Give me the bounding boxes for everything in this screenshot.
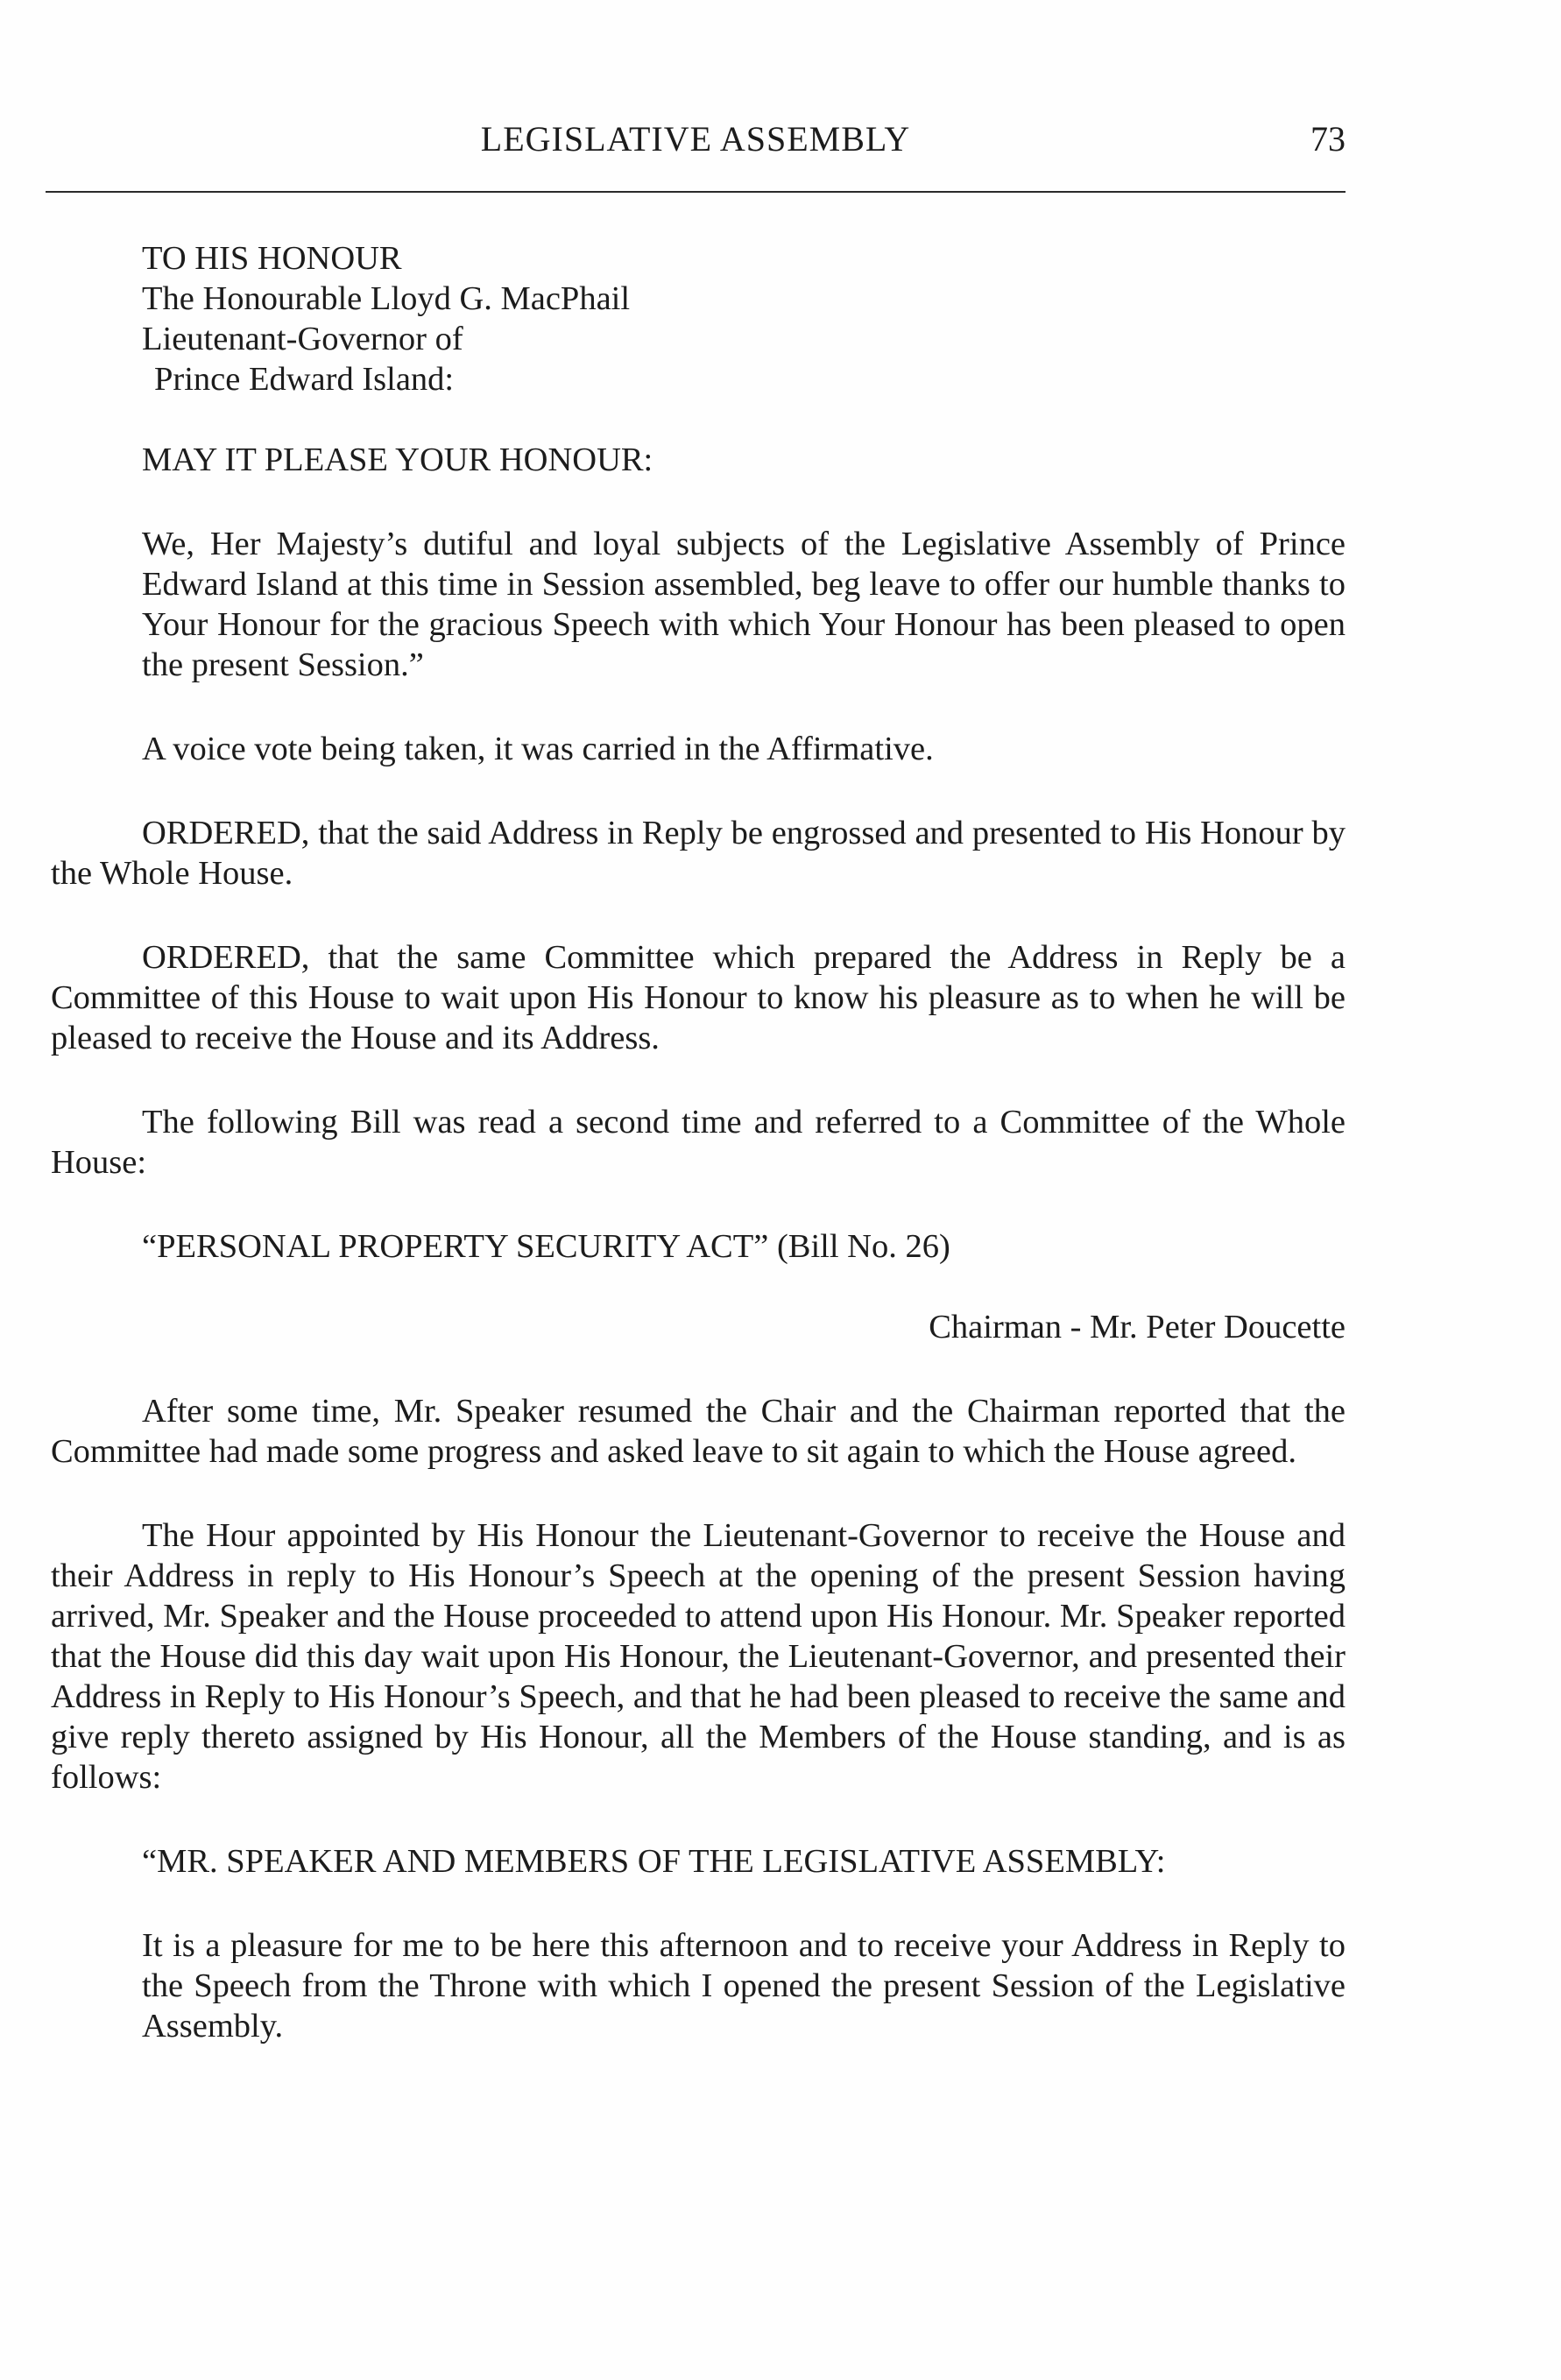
chairman-line: Chairman - Mr. Peter Doucette — [929, 1309, 1346, 1345]
running-head: LEGISLATIVE ASSEMBLY — [480, 119, 911, 159]
address-paragraph: We, Her Majesty’s dutiful and loyal subjects of the Legislative Assembly of Prince Edward Island at this time in Session assembled, beg leave to offer our humble thanks to Your Honour for the gracious Speech with which Your Honour has been pleased to open the present Session.” — [142, 526, 1346, 683]
progress-paragraph: After some time, Mr. Speaker resumed the Chair and the Chairman reported that the Committee had made some progress and asked leave to sit again to which the House agreed. — [51, 1393, 1346, 1470]
body-text — [51, 238, 1346, 2046]
ordered-paragraph: ORDERED, that the said Address in Reply be engrossed and presented to His Honour by the Whole House. — [51, 815, 1346, 892]
voice-vote-paragraph: A voice vote being taken, it was carried in the Affirmative. — [142, 731, 934, 767]
reply-paragraph: It is a pleasure for me to be here this afternoon and to receive your Address in Reply to the Speech from the Throne with which I opened the present Session of the Legislative Assembly. — [142, 1927, 1346, 2045]
address-line: TO HIS HONOUR — [142, 240, 402, 277]
address-line: The Honourable Lloyd G. MacPhail — [142, 280, 631, 317]
address-line: Lieutenant-Governor of — [142, 321, 463, 357]
address-block — [51, 238, 1346, 399]
bill-title: “PERSONAL PROPERTY SECURITY ACT” (Bill No. 26) — [142, 1228, 950, 1265]
header-rule — [46, 191, 1346, 193]
reply-salutation: “MR. SPEAKER AND MEMBERS OF THE LEGISLATIVE ASSEMBLY: — [142, 1843, 1166, 1880]
page-header — [46, 118, 1346, 171]
hour-appointed-paragraph: The Hour appointed by His Honour the Lieutenant-Governor to receive the House and their Address in reply to His Honour’s Speech at the opening of the present Session having arrived, Mr. Speaker and the House proceeded to attend upon His Honour. Mr. Speaker reported that the House did this day wait upon His Honour, the Lieutenant-Governor, and presented their Address in Reply to His Honour’s Speech, and that he had been pleased to receive the same and give reply thereto assigned by His Honour, all the Members of the House standing, and is as follows: — [51, 1517, 1346, 1796]
salutation: MAY IT PLEASE YOUR HONOUR: — [142, 441, 653, 478]
address-line: Prince Edward Island: — [154, 361, 455, 398]
ordered-paragraph: ORDERED, that the same Committee which prepared the Address in Reply be a Committee of this House to wait upon His Honour to know his pleasure as to when he will be pleased to receive the House and its Address. — [51, 939, 1346, 1056]
second-reading-paragraph: The following Bill was read a second time and referred to a Committee of the Whole House: — [51, 1104, 1346, 1181]
page-number: 73 — [1310, 119, 1346, 159]
